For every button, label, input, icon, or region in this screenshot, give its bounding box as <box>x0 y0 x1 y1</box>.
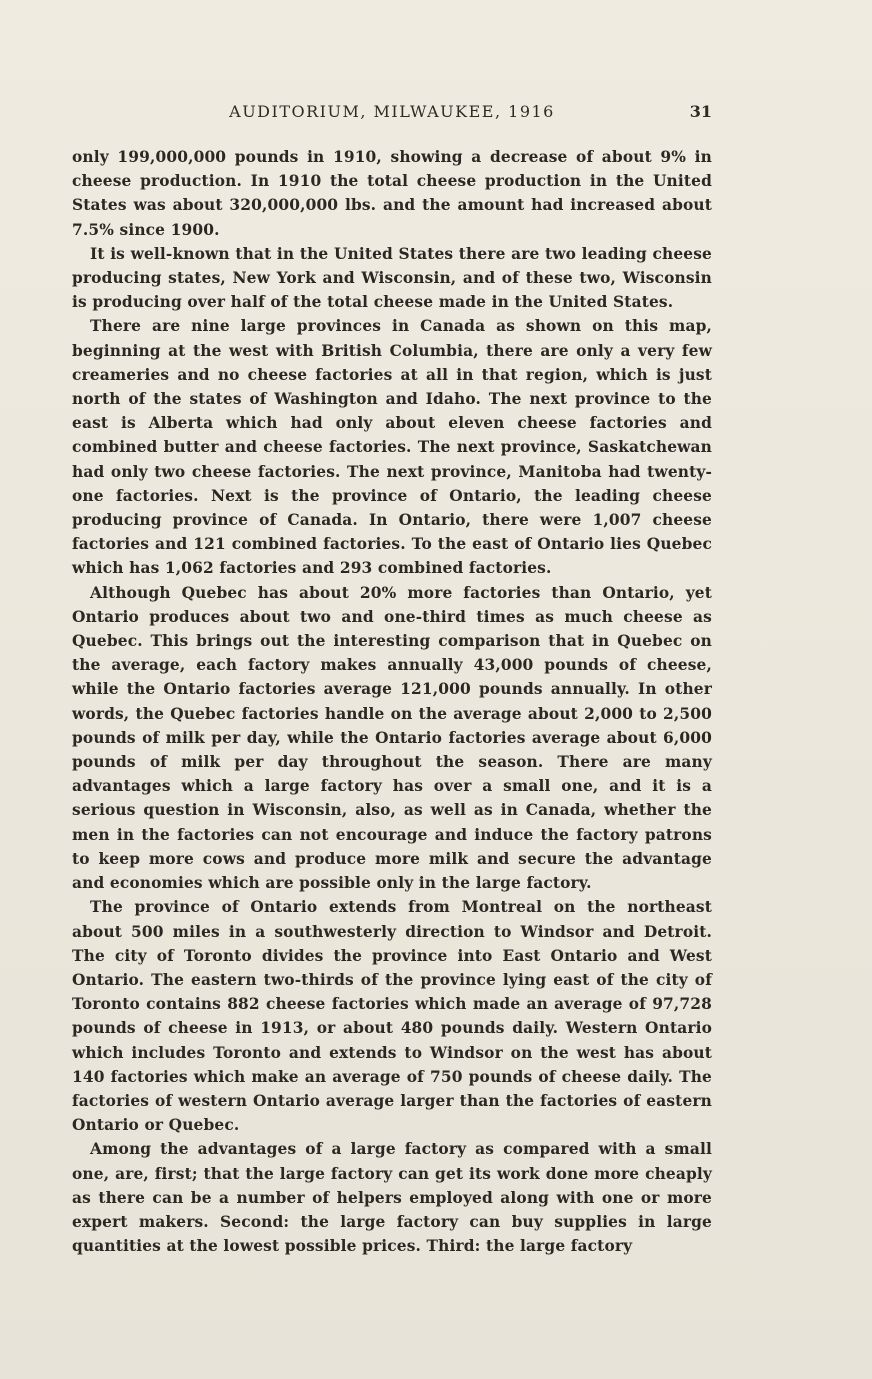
page-number: 31 <box>689 102 712 121</box>
page-header <box>72 100 712 126</box>
paragraph-continued: only 199,000,000 pounds in 1910, showing a decrease of about 9% in cheese production. In 1910 the total cheese production in the United States was about 320,000,000 lbs. and the amount had increased about 7.5% since 1900. <box>72 148 712 239</box>
paragraph-leading-states: It is well-known that in the United States there are two leading cheese producing states, New York and Wisconsin, and of these two, Wisconsin is producing over half of the total cheese made in the United States. <box>72 244 712 312</box>
paragraph-quebec-ontario: Although Quebec has about 20% more factories than Ontario, yet Ontario produces about two and one-third times as much cheese as Quebec. This brings out the interesting comparison that in Quebec on the average, each factory makes annually 43,000 pounds of cheese, while the Ontario factories average 121,000 pounds annually. In other words, the Quebec factories handle on the average about 2,000 to 2,500 pounds of milk per day, while the Ontario factories average about 6,000 pounds of milk per day throughout the season. There are many advantages which a large factory has over a small one, and it is a serious question in Wisconsin, also, as well as in Canada, whether the men in the factories can not encourage and induce the factory patrons to keep more cows and produce more milk and secure the advantage and economies which are possible only in the large factory. <box>72 583 712 893</box>
paragraph-large-factory-advantages: Among the advantages of a large factory as compared with a small one, are, first; that the large factory can get its work done more cheaply as there can be a number of helpers employed along with one or more expert makers. Second: the large factory can buy supplies in large quantities at the lowest possible prices. Third: the large factory <box>72 1140 712 1256</box>
paragraph-ontario-geography: The province of Ontario extends from Montreal on the northeast about 500 miles in a southwesterly direction to Windsor and Detroit. The city of Toronto divides the province into East Ontario and West Ontario. The eastern two-thirds of the province lying east of the city of Toronto contains 882 cheese factories which made an average of 97,728 pounds of cheese in 1913, or about 480 pounds daily. Western Ontario which includes Toronto and extends to Windsor on the west has about 140 factories which make an average of 750 pounds of cheese daily. The factories of western Ontario average larger than the factories of eastern Ontario or Quebec. <box>72 898 712 1135</box>
running-head: AUDITORIUM, MILWAUKEE, 1916 <box>229 102 555 121</box>
paragraph-canada-provinces: There are nine large provinces in Canada as shown on this map, beginning at the west with British Columbia, there are only a very few creameries and no cheese factories at all in that region, which is just north of the states of Washington and Idaho. The next province to the east is Alberta which had only about eleven cheese factories and combined butter and cheese factories. The next province, Saskatchewan had only two cheese factories. The next province, Manitoba had twenty-one factories. Next is the province of Ontario, the leading cheese producing province of Canada. In Ontario, there were 1,007 cheese factories and 121 combined factories. To the east of Ontario lies Quebec which has 1,062 factories and 293 combined factories. <box>72 317 712 578</box>
body-text <box>72 145 712 1258</box>
